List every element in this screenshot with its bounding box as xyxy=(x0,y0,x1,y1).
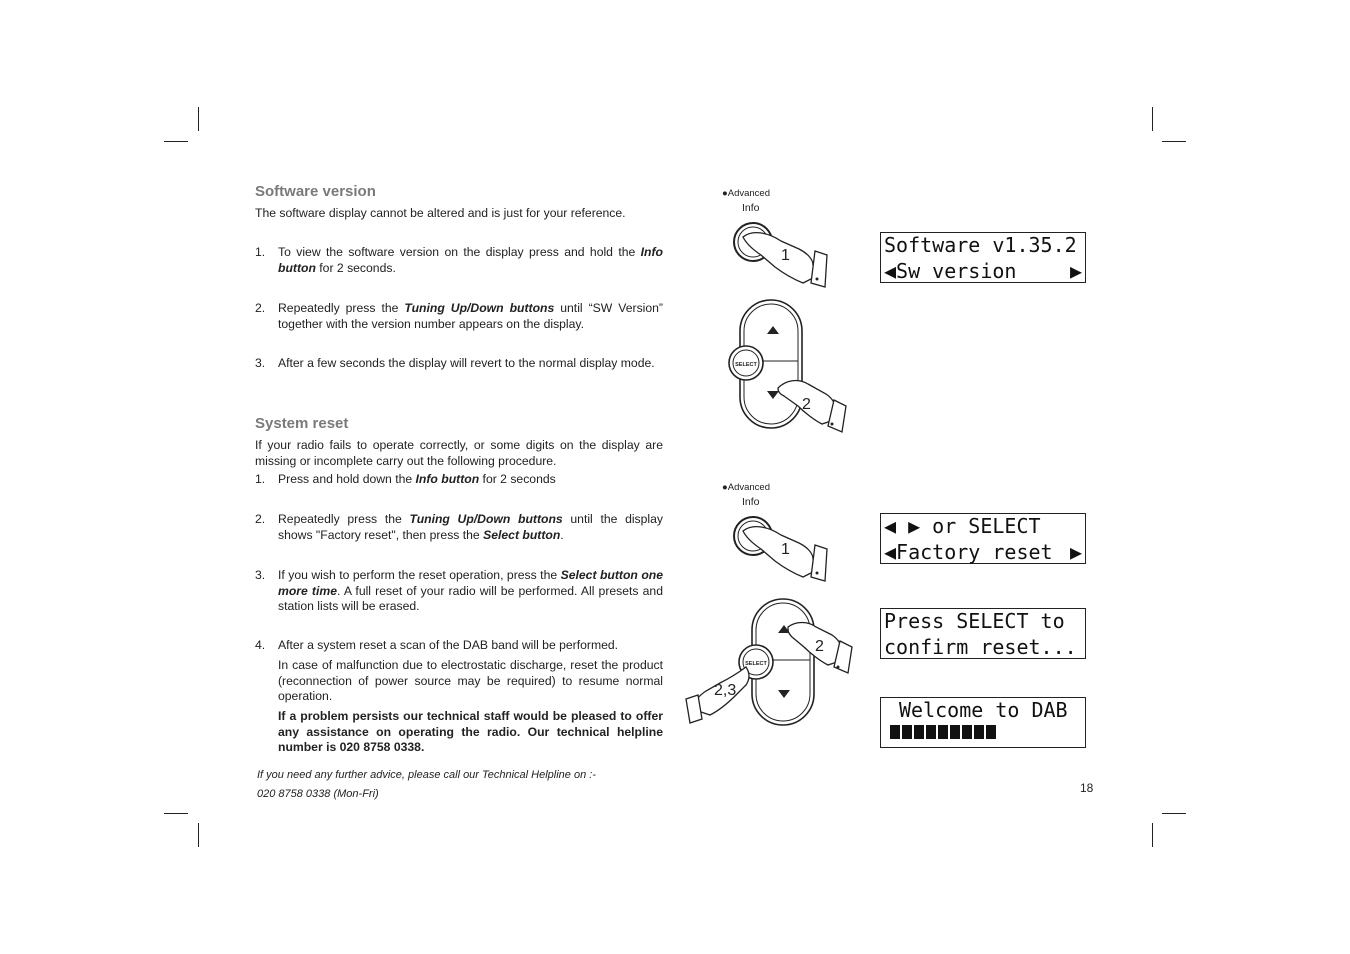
step-label: 2 xyxy=(815,638,824,655)
step-label: 2 xyxy=(802,396,811,413)
software-step-1 xyxy=(255,245,663,276)
reset-intro: If your radio fails to operate correctly, or some digits on the display are missing or incomplete carry out the following procedure. xyxy=(255,438,663,468)
step-emphasis: Tuning Up/Down buttons xyxy=(404,301,555,315)
step-label: 1 xyxy=(781,541,790,558)
lcd-line-1: ◀ ▶ or SELECT xyxy=(884,514,1041,538)
step-number: 1. xyxy=(255,472,266,486)
lcd-line-2: ◀Factory reset xyxy=(884,540,1053,564)
esd-note: In case of malfunction due to electrostatic discharge, reset the product (reconnection of power source may be required) to resume normal operation. xyxy=(278,658,663,703)
lcd-line-1: Welcome to DAB xyxy=(899,698,1068,722)
crop-mark xyxy=(1152,823,1153,847)
step-text: . A full reset of your radio will be performed. All presets and station lists will be erased. xyxy=(278,583,663,613)
step-number: 1. xyxy=(255,245,266,259)
step-text: If you wish to perform the reset operation, press the xyxy=(278,568,561,582)
hand-pointer-icon xyxy=(743,527,815,577)
step-text: After a few seconds the display will revert to the normal display mode. xyxy=(278,356,655,370)
select-buttons-illustration xyxy=(684,595,859,735)
info-button-press-illustration xyxy=(725,509,835,584)
step-emphasis: Select button xyxy=(483,527,561,542)
step-text: To view the software version on the display press and hold the xyxy=(278,245,641,259)
lcd-welcome xyxy=(880,697,1086,748)
crop-mark xyxy=(1162,141,1186,142)
software-intro: The software display cannot be altered and is just for your reference. xyxy=(255,206,626,220)
progress-block xyxy=(890,725,900,739)
progress-block xyxy=(974,725,984,739)
step-label: 1 xyxy=(781,247,790,264)
lcd-line-2-text: Factory reset xyxy=(896,540,1053,564)
crop-mark xyxy=(198,823,199,847)
software-step-2 xyxy=(255,301,663,332)
advanced-text: Advanced xyxy=(727,482,771,493)
step-text: for 2 seconds xyxy=(479,472,556,486)
footer-line-1: If you need any further advice, please call our Technical Helpline on :- xyxy=(257,769,596,781)
tuning-buttons-illustration xyxy=(726,296,851,436)
step-text: . xyxy=(560,527,564,542)
step-text: Repeatedly press the xyxy=(278,512,410,526)
software-version-heading: Software version xyxy=(255,183,376,200)
progress-block xyxy=(938,725,948,739)
step-label: 2,3 xyxy=(714,682,737,699)
lcd-software-version xyxy=(880,232,1086,283)
lcd-line-1: Software v1.35.2 xyxy=(884,233,1077,257)
progress-block xyxy=(950,725,960,739)
progress-block xyxy=(902,725,912,739)
step-number: 3. xyxy=(255,568,266,582)
reset-step-4 xyxy=(255,638,663,654)
page-number: 18 xyxy=(1080,781,1094,795)
lcd-line-2: confirm reset... xyxy=(884,635,1077,659)
info-label: Info xyxy=(742,202,760,214)
step-text: Press and hold down the xyxy=(278,472,416,486)
progress-block xyxy=(986,725,996,739)
select-label: SELECT xyxy=(745,661,767,667)
step-text: until “SW Version” together with the version number appears on the display. xyxy=(278,301,663,331)
tuning-down-icon[interactable] xyxy=(767,391,779,399)
hand-pointer-icon xyxy=(743,233,815,283)
reset-step-3 xyxy=(255,568,663,615)
lcd-confirm-reset xyxy=(880,608,1086,659)
reset-step-2 xyxy=(255,512,663,543)
tuning-up-icon[interactable] xyxy=(767,326,779,334)
info-button-press-illustration xyxy=(725,215,835,290)
scan-progress-bar xyxy=(890,725,1096,743)
step-number: 3. xyxy=(255,356,266,370)
progress-block xyxy=(962,725,972,739)
lcd-line-1: Press SELECT to xyxy=(884,609,1065,633)
reset-step-1 xyxy=(255,472,663,488)
lcd-line-2: ◀Sw version xyxy=(884,259,1017,283)
advanced-label: ●Advanced xyxy=(722,482,771,493)
progress-block xyxy=(914,725,924,739)
lcd-factory-reset xyxy=(880,513,1086,564)
progress-blocks xyxy=(890,725,998,739)
step-number: 2. xyxy=(255,512,266,526)
crop-mark xyxy=(164,813,188,814)
advanced-label: ●Advanced xyxy=(722,188,771,199)
helpline-note: If a problem persists our technical staff would be pleased to offer any assistance on operating the radio. Our technical helpline number is 020 8758 0338. xyxy=(278,709,663,754)
crop-mark xyxy=(1152,107,1153,131)
step-emphasis: Tuning Up/Down buttons xyxy=(409,512,563,526)
progress-block xyxy=(926,725,936,739)
step-text: until the display shows "Factory reset", then press the xyxy=(278,512,664,542)
step-emphasis: Info button xyxy=(415,472,480,486)
crop-mark xyxy=(164,141,188,142)
system-reset-heading: System reset xyxy=(255,415,349,432)
footer-line-2: 020 8758 0338 (Mon-Fri) xyxy=(257,788,379,800)
step-text: After a system reset a scan of the DAB band will be performed. xyxy=(278,638,619,652)
lcd-line-2-text: Sw version xyxy=(896,259,1017,283)
step-number: 2. xyxy=(255,301,266,315)
advanced-text: Advanced xyxy=(727,188,771,199)
crop-mark xyxy=(198,107,199,131)
crop-mark xyxy=(1162,813,1186,814)
select-label: SELECT xyxy=(735,362,757,368)
step-emphasis: Select button one more time xyxy=(278,568,663,598)
tuning-down-icon[interactable] xyxy=(778,690,790,698)
right-arrow-icon: ▶ xyxy=(1069,540,1082,564)
step-emphasis: Info button xyxy=(278,245,663,275)
right-arrow-icon: ▶ xyxy=(1069,259,1082,283)
step-number: 4. xyxy=(255,638,266,652)
step-text: for 2 seconds. xyxy=(315,260,396,275)
step-text: Repeatedly press the xyxy=(278,301,405,315)
lcd-line-1-text: or SELECT xyxy=(932,514,1041,538)
software-step-3 xyxy=(255,356,663,372)
info-label: Info xyxy=(742,496,760,508)
